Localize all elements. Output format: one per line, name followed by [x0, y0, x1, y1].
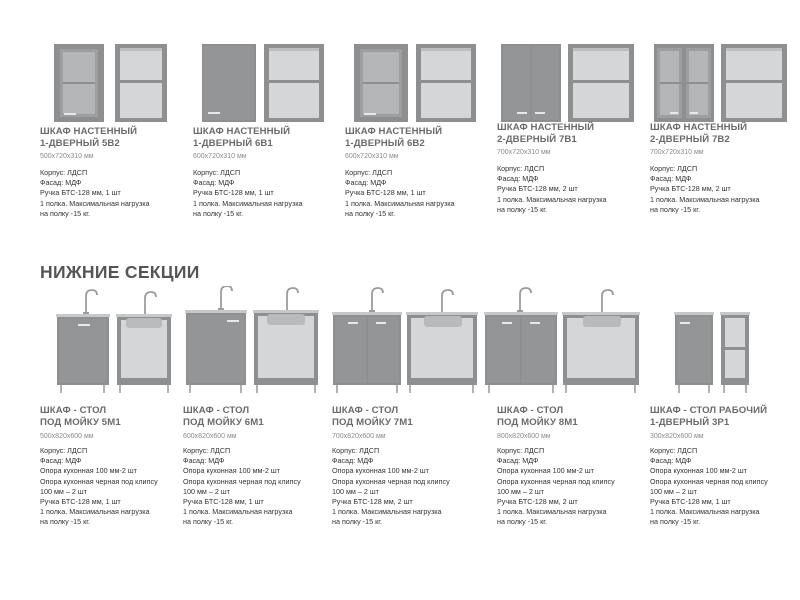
spec-line: Опора кухонная черная под клипсу — [497, 476, 615, 486]
spec-line: Ручка БТС-128 мм, 1 шт — [183, 497, 264, 507]
product-dimensions: 600х720х310 мм — [345, 153, 399, 160]
product-title-line1: ШКАФ - СТОЛ — [497, 405, 564, 416]
spec-line: 1 полка. Максимальная нагрузка — [193, 198, 303, 208]
sink-cabinet-illustration — [484, 286, 640, 396]
spec-line: на полку -15 кг. — [40, 517, 90, 527]
cabinet-illustration — [650, 44, 798, 124]
spec-line: Фасад: МДФ — [345, 178, 387, 188]
spec-line: Ручка БТС-128 мм, 1 шт — [193, 188, 274, 198]
product-specs — [193, 168, 353, 219]
spec-line: 1 полка. Максимальная нагрузка — [40, 198, 150, 208]
spec-line: 100 мм – 2 шт — [497, 486, 544, 496]
product-title-line1: ШКАФ НАСТЕННЫЙ — [193, 126, 291, 137]
section-title-lower-units: НИЖНИЕ СЕКЦИИ — [40, 262, 200, 282]
spec-line: на полку -15 кг. — [497, 204, 547, 214]
worktop-cabinet-illustration — [650, 286, 760, 396]
spec-line: Опора кухонная 100 мм-2 шт — [332, 466, 429, 476]
cabinet-illustration — [497, 44, 645, 124]
product-title-line2: ПОД МОЙКУ 7М1 — [332, 416, 413, 428]
spec-line: на полку -15 кг. — [497, 517, 547, 527]
product-title-line1: ШКАФ НАСТЕННЫЙ — [345, 126, 443, 137]
spec-line: 1 полка. Максимальная нагрузка — [183, 507, 293, 517]
spec-line: Фасад: МДФ — [650, 456, 692, 466]
product-title-line1: ШКАФ - СТОЛ — [183, 405, 250, 416]
product-specs — [497, 446, 657, 528]
product-dimensions: 500х720х310 мм — [40, 153, 94, 160]
product-dimensions: 600х820х600 мм — [183, 433, 237, 440]
product-dimensions: 700х820х600 мм — [332, 433, 386, 440]
product-title-line2: 2-ДВЕРНЫЙ 7В1 — [497, 133, 577, 145]
spec-line: на полку -15 кг. — [193, 208, 243, 218]
spec-line: Ручка БТС-128 мм, 2 шт — [497, 497, 578, 507]
spec-line: Опора кухонная черная под клипсу — [183, 476, 301, 486]
spec-line: 1 полка. Максимальная нагрузка — [332, 507, 442, 517]
product-specs — [40, 446, 200, 528]
spec-line: Опора кухонная 100 мм-2 шт — [183, 466, 280, 476]
product-specs — [345, 168, 505, 219]
spec-line: 100 мм – 2 шт — [40, 486, 87, 496]
spec-line: Фасад: МДФ — [183, 456, 225, 466]
product-specs — [183, 446, 343, 528]
product-specs — [332, 446, 492, 528]
product-title-line1: ШКАФ - СТОЛ РАБОЧИЙ — [650, 405, 768, 416]
spec-line: Ручка БТС-128 мм, 1 шт — [40, 188, 121, 198]
product-title-line2: 1-ДВЕРНЫЙ 3Р1 — [650, 416, 730, 428]
spec-line: Фасад: МДФ — [40, 456, 82, 466]
spec-line: Корпус: ЛДСП — [40, 446, 88, 455]
spec-line: Фасад: МДФ — [193, 178, 235, 188]
product-title-line1: ШКАФ НАСТЕННЫЙ — [650, 122, 748, 133]
cabinet-illustration — [345, 44, 493, 124]
spec-line: 100 мм – 2 шт — [332, 486, 379, 496]
sink-cabinet-illustration — [332, 286, 478, 396]
spec-line: 1 полка. Максимальная нагрузка — [40, 507, 150, 517]
spec-line: 1 полка. Максимальная нагрузка — [345, 198, 455, 208]
spec-line: Корпус: ЛДСП — [40, 168, 88, 177]
spec-line: Ручка БТС-128 мм, 2 шт — [497, 184, 578, 194]
sink-cabinet-illustration — [183, 286, 323, 396]
product-title-line1: ШКАФ - СТОЛ — [332, 405, 399, 416]
spec-line: Опора кухонная черная под клипсу — [332, 476, 450, 486]
spec-line: Корпус: ЛДСП — [497, 164, 545, 173]
spec-line: Фасад: МДФ — [40, 178, 82, 188]
spec-line: Опора кухонная черная под клипсу — [40, 476, 158, 486]
cabinet-illustration — [40, 44, 188, 124]
product-title-line1: ШКАФ НАСТЕННЫЙ — [40, 126, 138, 137]
spec-line: Ручка БТС-128 мм, 1 шт — [650, 497, 731, 507]
spec-line: 1 полка. Максимальная нагрузка — [650, 507, 760, 517]
spec-line: Корпус: ЛДСП — [650, 446, 698, 455]
spec-line: Ручка БТС-128 мм, 2 шт — [332, 497, 413, 507]
product-title-line2: 1-ДВЕРНЫЙ 6В1 — [193, 137, 273, 149]
product-dimensions: 500х820х600 мм — [40, 433, 94, 440]
spec-line: Опора кухонная 100 мм-2 шт — [497, 466, 594, 476]
product-dimensions: 800х820х600 мм — [497, 433, 551, 440]
spec-line: Корпус: ЛДСП — [345, 168, 393, 177]
spec-line: Опора кухонная 100 мм-2 шт — [650, 466, 747, 476]
spec-line: 100 мм – 2 шт — [650, 486, 697, 496]
spec-line: 100 мм – 2 шт — [183, 486, 230, 496]
spec-line: Ручка БТС-128 мм, 1 шт — [40, 497, 121, 507]
spec-line: на полку -15 кг. — [650, 517, 700, 527]
spec-line: Корпус: ЛДСП — [650, 164, 698, 173]
spec-line: на полку -15 кг. — [183, 517, 233, 527]
spec-line: Ручка БТС-128 мм, 1 шт — [345, 188, 426, 198]
product-title-line1: ШКАФ НАСТЕННЫЙ — [497, 122, 595, 133]
spec-line: Фасад: МДФ — [650, 174, 692, 184]
spec-line: Фасад: МДФ — [497, 174, 539, 184]
product-dimensions: 700х720х310 мм — [650, 149, 704, 156]
spec-line: Корпус: ЛДСП — [183, 446, 231, 455]
spec-line: на полку -15 кг. — [40, 208, 90, 218]
spec-line: 1 полка. Максимальная нагрузка — [497, 194, 607, 204]
product-specs — [40, 168, 200, 219]
product-title-line2: 2-ДВЕРНЫЙ 7В2 — [650, 133, 730, 145]
product-specs — [650, 446, 800, 528]
cabinet-illustration — [193, 44, 341, 124]
spec-line: Опора кухонная 100 мм-2 шт — [40, 466, 137, 476]
spec-line: Фасад: МДФ — [497, 456, 539, 466]
product-dimensions: 300х820х600 мм — [650, 433, 704, 440]
product-title-line2: 1-ДВЕРНЫЙ 5В2 — [40, 137, 120, 149]
product-title-line2: ПОД МОЙКУ 8М1 — [497, 416, 578, 428]
spec-line: Опора кухонная черная под клипсу — [650, 476, 768, 486]
spec-line: 1 полка. Максимальная нагрузка — [497, 507, 607, 517]
product-title-line2: ПОД МОЙКУ 5М1 — [40, 416, 121, 428]
spec-line: 1 полка. Максимальная нагрузка — [650, 194, 760, 204]
spec-line: Фасад: МДФ — [332, 456, 374, 466]
product-specs — [497, 164, 657, 215]
spec-line: на полку -15 кг. — [650, 204, 700, 214]
product-dimensions: 600х720х310 мм — [193, 153, 247, 160]
product-dimensions: 700х720х310 мм — [497, 149, 551, 156]
spec-line: на полку -15 кг. — [345, 208, 395, 218]
product-specs — [650, 164, 800, 215]
spec-line: на полку -15 кг. — [332, 517, 382, 527]
spec-line: Корпус: ЛДСП — [497, 446, 545, 455]
product-title-line2: 1-ДВЕРНЫЙ 6В2 — [345, 137, 425, 149]
product-title-line1: ШКАФ - СТОЛ — [40, 405, 107, 416]
sink-cabinet-illustration — [40, 286, 188, 396]
product-title-line2: ПОД МОЙКУ 6М1 — [183, 416, 264, 428]
spec-line: Ручка БТС-128 мм, 2 шт — [650, 184, 731, 194]
spec-line: Корпус: ЛДСП — [193, 168, 241, 177]
spec-line: Корпус: ЛДСП — [332, 446, 380, 455]
